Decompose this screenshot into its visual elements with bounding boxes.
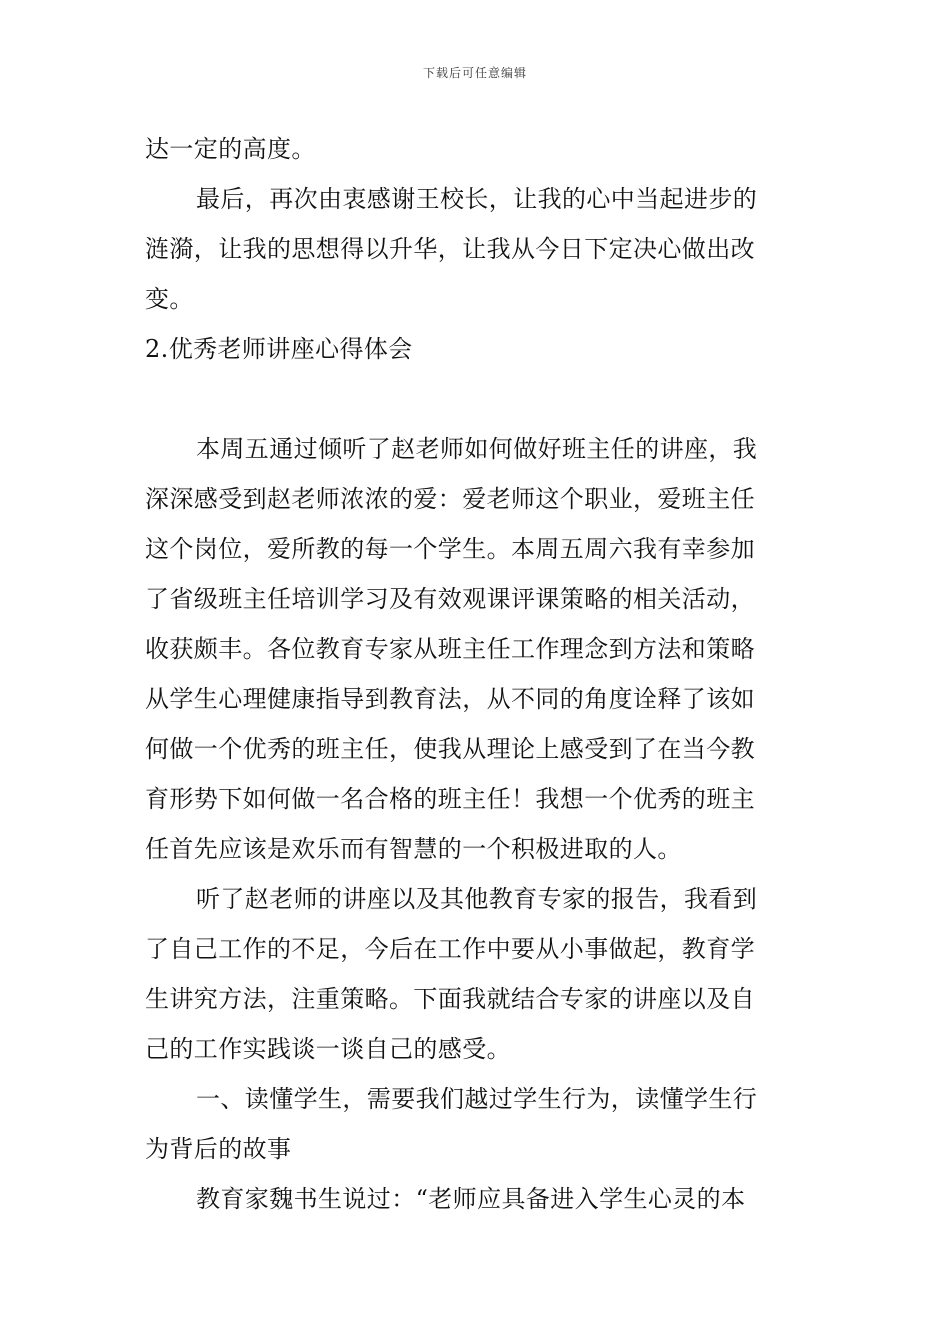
body-line: 为背后的故事 bbox=[145, 1135, 292, 1163]
body-line: 涟漪，让我的思想得以升华，让我从今日下定决心做出改 bbox=[145, 235, 755, 263]
blank-line bbox=[145, 374, 809, 424]
document-body bbox=[145, 124, 809, 1224]
body-line: 生讲究方法，注重策略。下面我就结合专家的讲座以及自 bbox=[145, 985, 755, 1013]
body-line: 何做一个优秀的班主任，使我从理论上感受到了在当今教 bbox=[145, 735, 755, 763]
page-header-note: 下载后可任意编辑 bbox=[422, 66, 527, 80]
paragraph-first-line: 最后，再次由衷感谢王校长，让我的心中当起进步的 bbox=[196, 185, 758, 213]
body-line: 了自己工作的不足，今后在工作中要从小事做起，教育学 bbox=[145, 935, 755, 963]
body-line: 了省级班主任培训学习及有效观课评课策略的相关活动， bbox=[145, 585, 755, 613]
body-line: 从学生心理健康指导到教育法，从不同的角度诠释了该如 bbox=[145, 685, 755, 713]
body-line: 任首先应该是欢乐而有智慧的一个积极进取的人。 bbox=[145, 835, 682, 863]
body-line: 育形势下如何做一名合格的班主任！我想一个优秀的班主 bbox=[145, 785, 755, 813]
body-line: 收获颇丰。各位教育专家从班主任工作理念到方法和策略 bbox=[145, 635, 755, 663]
body-line: 己的工作实践谈一谈自己的感受。 bbox=[145, 1035, 511, 1063]
paragraph-first-line: 教育家魏书生说过：“老师应具备进入学生心灵的本 bbox=[196, 1185, 746, 1213]
section-heading: 2.优秀老师讲座心得体会 bbox=[145, 335, 413, 363]
body-line: 深深感受到赵老师浓浓的爱：爱老师这个职业，爱班主任 bbox=[145, 485, 755, 513]
paragraph-first-line: 一、读懂学生，需要我们越过学生行为，读懂学生行 bbox=[196, 1085, 758, 1113]
body-line: 变。 bbox=[145, 285, 194, 313]
paragraph-first-line: 本周五通过倾听了赵老师如何做好班主任的讲座，我 bbox=[196, 435, 758, 463]
body-line: 达一定的高度。 bbox=[145, 135, 316, 163]
paragraph-first-line: 听了赵老师的讲座以及其他教育专家的报告，我看到 bbox=[196, 885, 758, 913]
body-line: 这个岗位，爱所教的每一个学生。本周五周六我有幸参加 bbox=[145, 535, 755, 563]
